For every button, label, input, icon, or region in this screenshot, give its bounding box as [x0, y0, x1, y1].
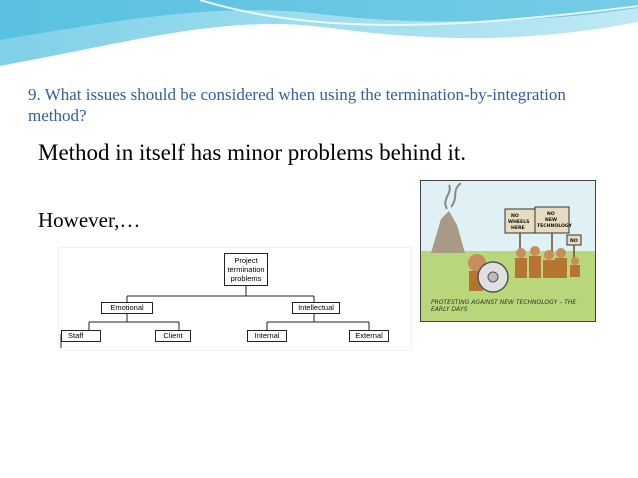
header-wave-decoration — [0, 0, 638, 80]
svg-text:WHEELS: WHEELS — [508, 220, 530, 225]
svg-text:NO: NO — [547, 212, 555, 217]
slide-title: 9. What issues should be considered when using the termination-by-integration method? — [28, 85, 566, 125]
body-text-line-2: However,… — [38, 208, 141, 232]
node-client: Client — [155, 330, 191, 342]
node-external: External — [349, 330, 389, 342]
node-intellectual: Intellectual — [292, 302, 340, 314]
caveman-protest-cartoon — [420, 180, 596, 322]
node-internal: Internal — [247, 330, 287, 342]
node-staff: Staff — [61, 330, 101, 342]
svg-text:NEW: NEW — [545, 218, 558, 223]
sign-1-text: NO — [511, 214, 519, 219]
termination-problems-diagram — [58, 247, 412, 351]
body-text-line-1: Method in itself has minor problems behind it. — [38, 140, 467, 165]
svg-text:TECHNOLOGY: TECHNOLOGY — [537, 224, 572, 229]
svg-text:NO: NO — [570, 239, 578, 244]
cartoon-caption: PROTESTING AGAINST NEW TECHNOLOGY – THE EARLY DAYS — [431, 299, 577, 313]
node-root: Project termination problems — [224, 253, 268, 286]
svg-text:HERE: HERE — [511, 226, 525, 231]
node-emotional: Emotional — [101, 302, 153, 314]
